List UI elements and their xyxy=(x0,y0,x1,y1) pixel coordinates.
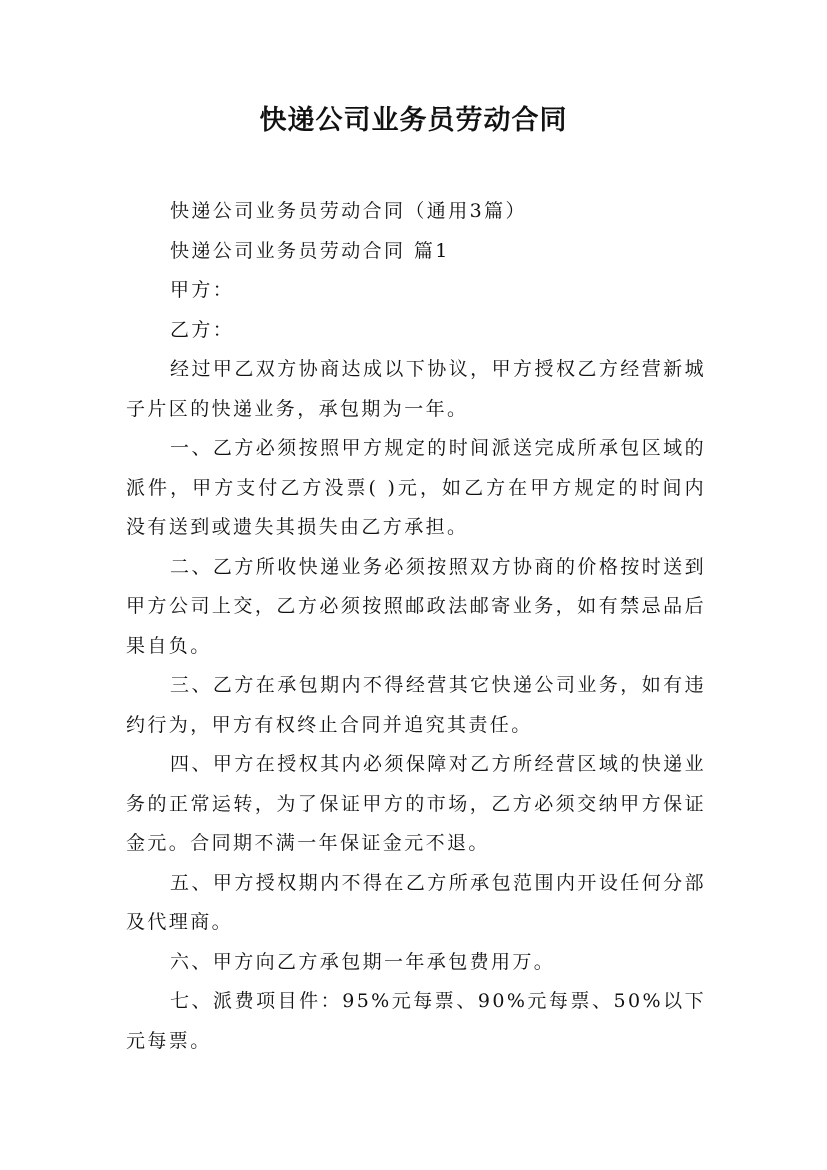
paragraph-clause-5: 五、甲方授权期内不得在乙方所承包范围内开设任何分部及代理商。 xyxy=(126,871,706,933)
document-title: 快递公司业务员劳动合同 xyxy=(259,105,568,136)
paragraph-party-b: 乙方： xyxy=(170,318,235,341)
paragraph-clause-2: 二、乙方所收快递业务必须按照双方协商的价格按时送到甲方公司上交，乙方必须按照邮政法邮寄业务，如有禁忌品后果自负。 xyxy=(126,555,706,657)
paragraph-agreement-intro: 经过甲乙双方协商达成以下协议，甲方授权乙方经营新城子片区的快递业务，承包期为一年。 xyxy=(126,358,706,420)
document-body xyxy=(126,192,706,1061)
paragraph-clause-4: 四、甲方在授权其内必须保障对乙方所经营区域的快递业务的正常运转，为了保证甲方的市场，乙方必须交纳甲方保证金元。合同期不满一年保证金元不退。 xyxy=(126,753,706,854)
paragraph-subtitle: 快递公司业务员劳动合同（通用3篇） xyxy=(170,200,527,222)
paragraph-section-heading: 快递公司业务员劳动合同 篇1 xyxy=(170,239,450,262)
paragraph-clause-1: 一、乙方必须按照甲方规定的时间派送完成所承包区域的派件，甲方支付乙方没票( )元，如乙方在甲方规定的时间内没有送到或遗失其损失由乙方承担。 xyxy=(126,437,706,538)
paragraph-clause-6: 六、甲方向乙方承包期一年承包费用万。 xyxy=(170,950,556,973)
paragraph-clause-3: 三、乙方在承包期内不得经营其它快递公司业务，如有违约行为，甲方有权终止合同并追究其责任。 xyxy=(126,674,706,736)
paragraph-party-a: 甲方： xyxy=(170,279,235,301)
paragraph-clause-7: 七、派费项目件：95%元每票、90%元每票、50%以下元每票。 xyxy=(126,990,706,1052)
